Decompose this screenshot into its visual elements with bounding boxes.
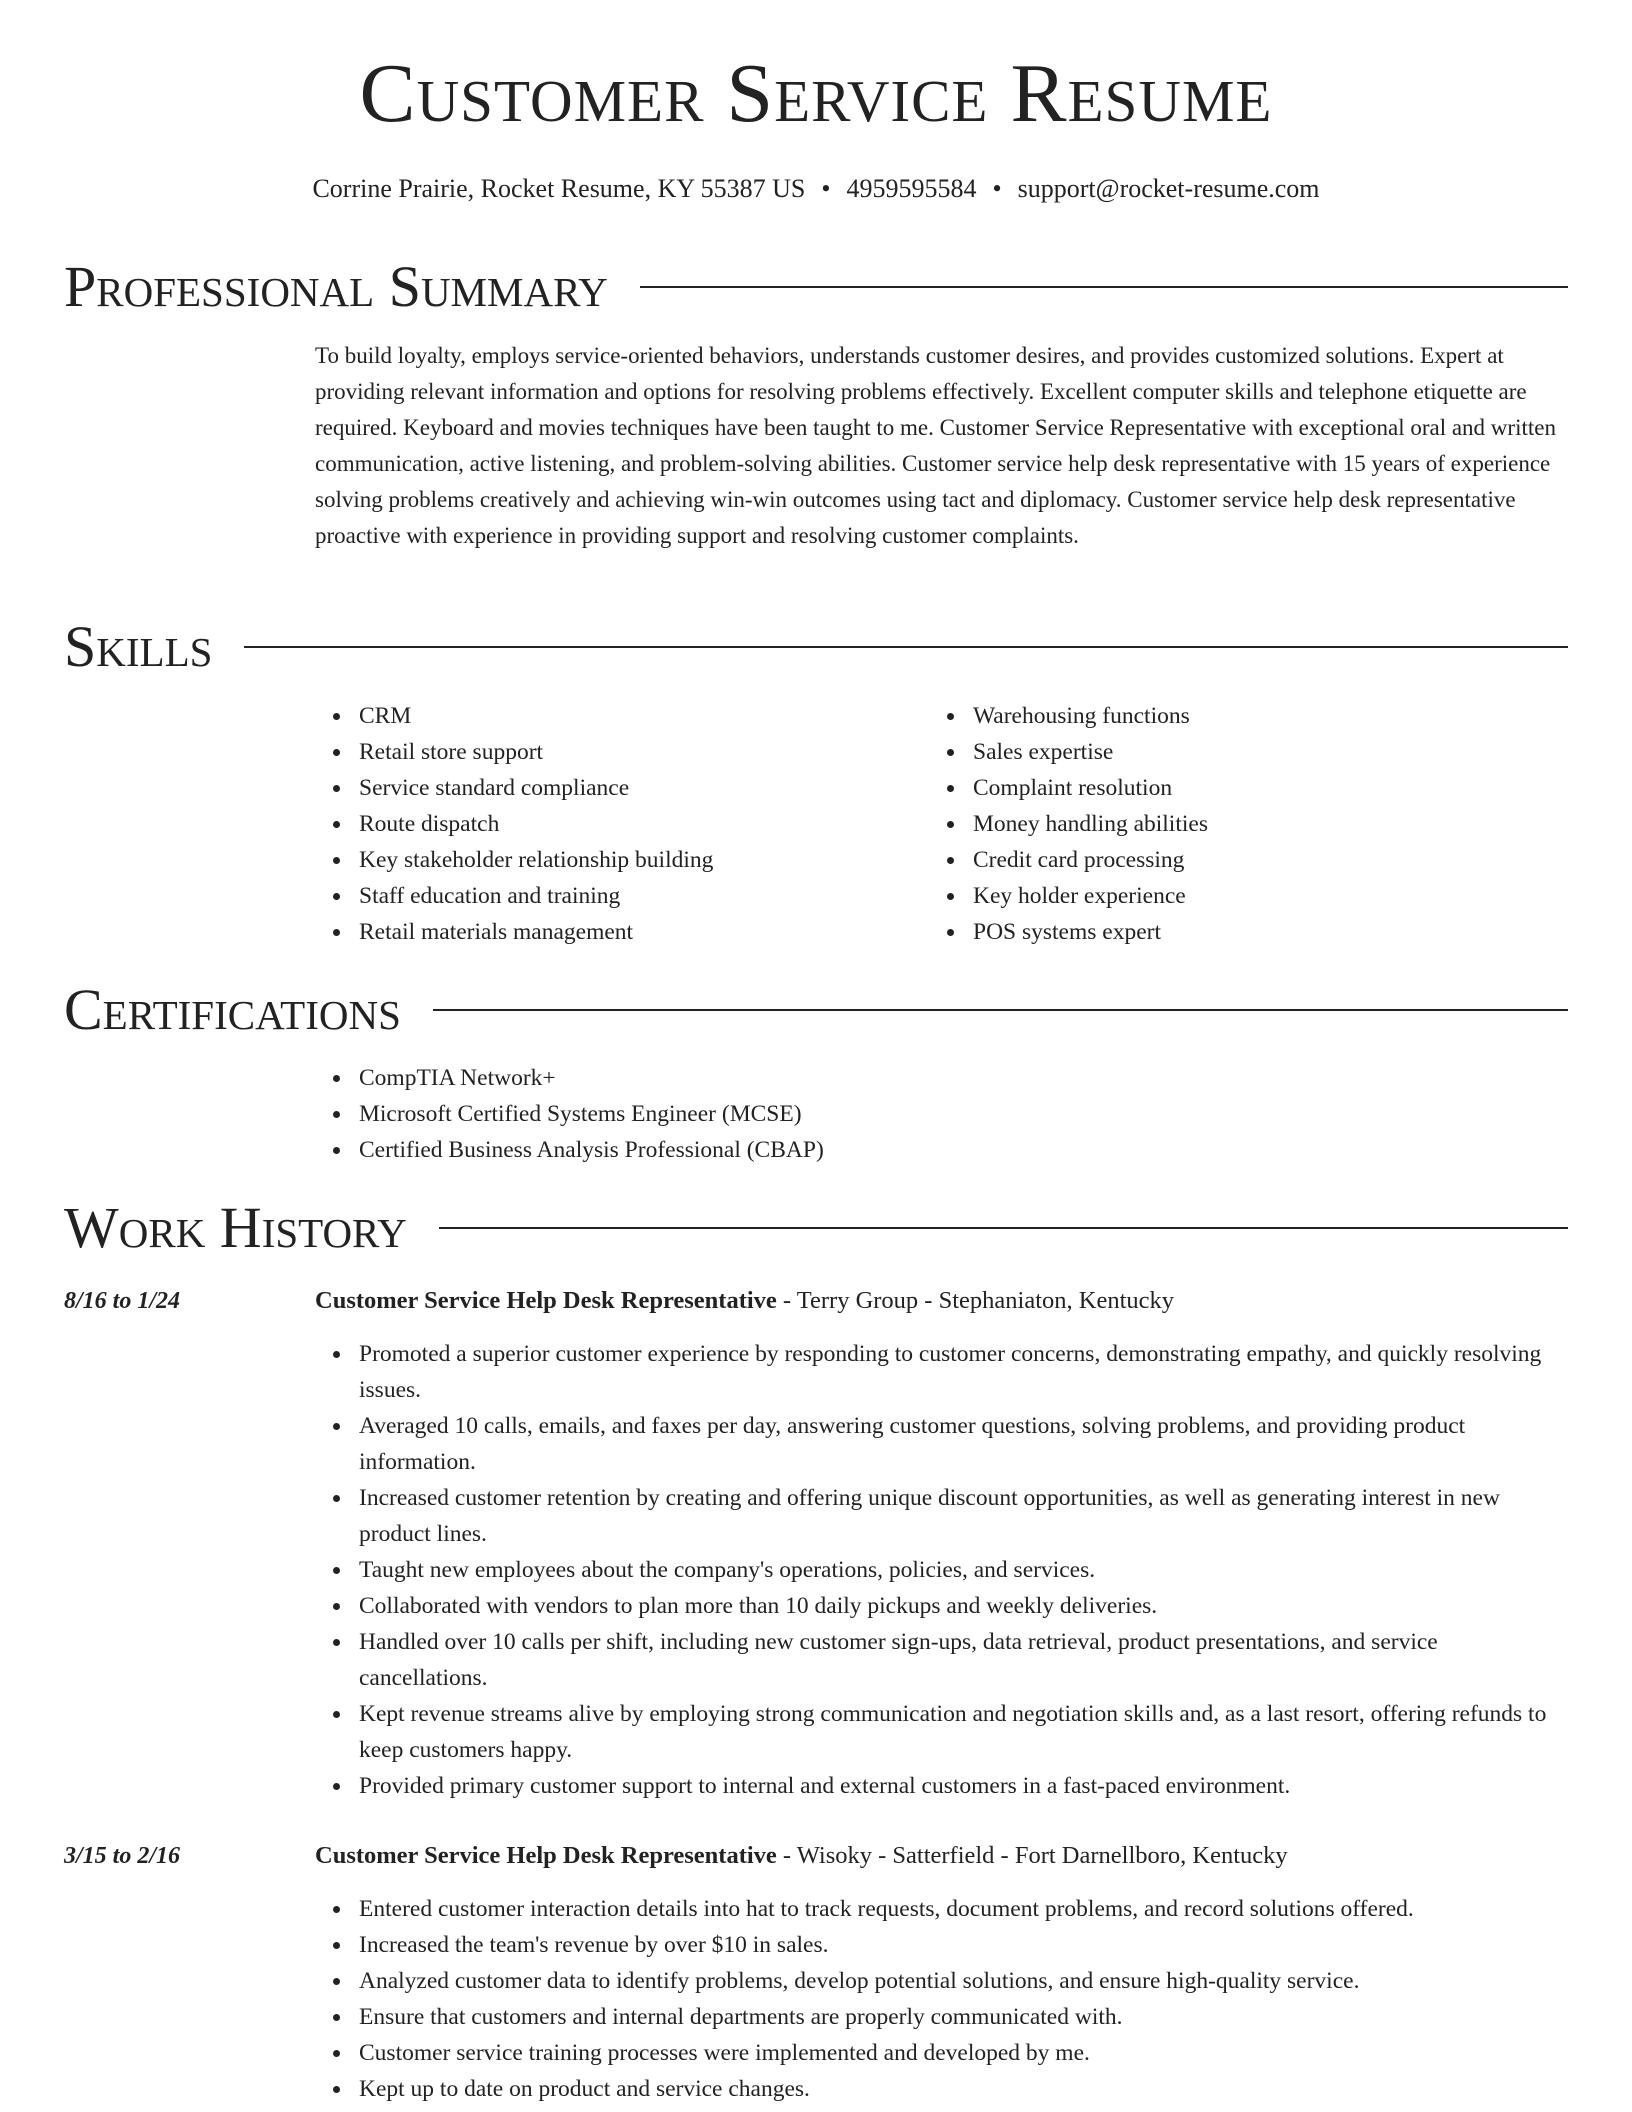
certifications-list bbox=[315, 1060, 1571, 1168]
job-bullets-block bbox=[315, 1891, 1571, 2107]
job-bullet: Increased the team's revenue by over $10 in sales. bbox=[359, 1927, 1571, 1963]
skill-item: CRM bbox=[359, 698, 915, 734]
skill-item: Money handling abilities bbox=[973, 806, 1529, 842]
contact-address: Corrine Prairie, Rocket Resume, KY 55387 US bbox=[312, 174, 806, 203]
job-bullet: Taught new employees about the company's operations, policies, and services. bbox=[359, 1552, 1571, 1588]
job-bullet: Provided primary customer support to internal and external customers in a fast-paced environment. bbox=[359, 1768, 1571, 1804]
job-bullet: Collaborated with vendors to plan more than 10 daily pickups and weekly deliveries. bbox=[359, 1588, 1571, 1624]
job-dates: 3/15 to 2/16 bbox=[64, 1843, 181, 1869]
section-divider bbox=[439, 1227, 1568, 1229]
section-skills-header bbox=[64, 614, 1568, 679]
job-bullet: Handled over 10 calls per shift, including new customer sign-ups, data retrieval, product presentations, and service cancellations. bbox=[359, 1624, 1571, 1696]
job-title: Customer Service Help Desk Representative bbox=[315, 1842, 777, 1869]
contact-phone: 4959595584 bbox=[846, 174, 977, 203]
section-certifications-header bbox=[64, 977, 1568, 1042]
skills-list bbox=[315, 698, 915, 950]
section-title-work: Work History bbox=[64, 1195, 407, 1260]
skill-item: Sales expertise bbox=[973, 734, 1529, 770]
section-title-summary: Professional Summary bbox=[64, 254, 608, 319]
job-heading bbox=[315, 1838, 1288, 1874]
job-bullet: Ensure that customers and internal departments are properly communicated with. bbox=[359, 1999, 1571, 2035]
skills-list bbox=[929, 698, 1529, 950]
job-bullet: Increased customer retention by creating and offering unique discount opportunities, as well as generating interest in new product lines. bbox=[359, 1480, 1571, 1552]
skill-item: Key stakeholder relationship building bbox=[359, 842, 915, 878]
resume-title: Customer Service Resume bbox=[359, 47, 1273, 140]
job-bullet: Averaged 10 calls, emails, and faxes per day, answering customer questions, solving problems, and providing product information. bbox=[359, 1408, 1571, 1480]
contact-separator: • bbox=[992, 174, 1002, 203]
job-bullet: Customer service training processes were implemented and developed by me. bbox=[359, 2035, 1571, 2071]
job-bullet: Entered customer interaction details into hat to track requests, document problems, and record solutions offered. bbox=[359, 1891, 1571, 1927]
section-divider bbox=[640, 286, 1568, 288]
skill-item: POS systems expert bbox=[973, 914, 1529, 950]
skill-item: Route dispatch bbox=[359, 806, 915, 842]
skills-left-column bbox=[315, 698, 915, 950]
job-bullet: Analyzed customer data to identify problems, develop potential solutions, and ensure high-quality service. bbox=[359, 1963, 1571, 1999]
section-work-header bbox=[64, 1195, 1568, 1260]
section-summary-header bbox=[64, 254, 1568, 319]
skill-item: Retail store support bbox=[359, 734, 915, 770]
skill-item: Complaint resolution bbox=[973, 770, 1529, 806]
contact-email[interactable]: support@rocket-resume.com bbox=[1017, 174, 1320, 203]
certifications-block bbox=[315, 1060, 1571, 1168]
certification-item: Microsoft Certified Systems Engineer (MCSE) bbox=[359, 1096, 1571, 1132]
skills-right-column bbox=[929, 698, 1529, 950]
skill-item: Warehousing functions bbox=[973, 698, 1529, 734]
section-title-skills: Skills bbox=[64, 614, 213, 679]
job-bullets bbox=[315, 1336, 1571, 1804]
contact-line bbox=[64, 176, 1568, 202]
skill-item: Key holder experience bbox=[973, 878, 1529, 914]
section-divider bbox=[433, 1009, 1568, 1011]
job-bullet: Promoted a superior customer experience by responding to customer concerns, demonstrating empathy, and quickly resolving issues. bbox=[359, 1336, 1571, 1408]
job-bullet: Kept up to date on product and service changes. bbox=[359, 2071, 1571, 2107]
job-employer: - Terry Group - Stephaniaton, Kentucky bbox=[776, 1287, 1174, 1314]
skill-item: Staff education and training bbox=[359, 878, 915, 914]
summary-paragraph: To build loyalty, employs service-oriented behaviors, understands customer desires, and provides customized solutions. Expert at providing relevant information and options for resolving problems effectively. Excellent computer skills and telephone etiquette are required. Keyboard and movies techniques have been taught to me. Customer Service Representative with exceptional oral and written communication, active listening, and problem-solving abilities. Customer service help desk representative with 15 years of experience solving problems creatively and achieving win-win outcomes using tact and diplomacy. Customer service help desk representative proactive with experience in providing support and resolving customer complaints. bbox=[315, 343, 1556, 548]
job-bullets bbox=[315, 1891, 1571, 2107]
contact-separator: • bbox=[821, 174, 831, 203]
job-bullets-block bbox=[315, 1336, 1571, 1804]
section-divider bbox=[244, 646, 1568, 648]
skill-item: Credit card processing bbox=[973, 842, 1529, 878]
job-title: Customer Service Help Desk Representative bbox=[315, 1287, 777, 1314]
job-heading bbox=[315, 1283, 1174, 1319]
certification-item: CompTIA Network+ bbox=[359, 1060, 1571, 1096]
job-bullet: Kept revenue streams alive by employing strong communication and negotiation skills and, as a last resort, offering refunds to keep customers happy. bbox=[359, 1696, 1571, 1768]
job-dates: 8/16 to 1/24 bbox=[64, 1288, 181, 1314]
skill-item: Service standard compliance bbox=[359, 770, 915, 806]
job-employer: - Wisoky - Satterfield - Fort Darnellboro, Kentucky bbox=[776, 1842, 1288, 1869]
certification-item: Certified Business Analysis Professional (CBAP) bbox=[359, 1132, 1571, 1168]
section-title-certifications: Certifications bbox=[64, 977, 401, 1042]
skill-item: Retail materials management bbox=[359, 914, 915, 950]
